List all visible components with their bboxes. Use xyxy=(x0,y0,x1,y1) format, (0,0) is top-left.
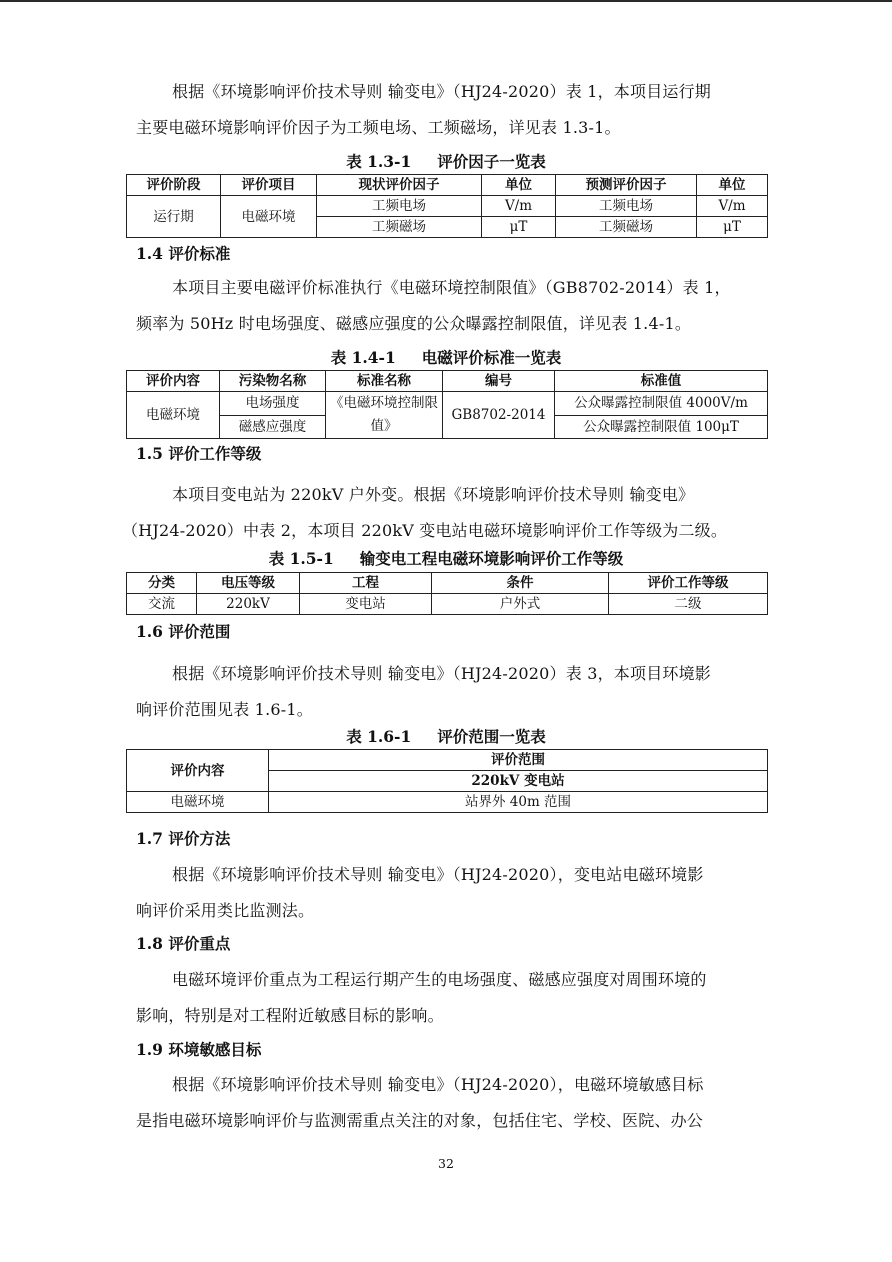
paragraph-evaluation-standard xyxy=(136,270,758,342)
table-number: 表 1.4-1 xyxy=(330,348,396,367)
paragraph-line: 本项目主要电磁评价标准执行《电磁环境控制限值》（GB8702-2014）表 1， xyxy=(172,278,731,297)
table-cell: V/m xyxy=(697,196,768,217)
header-cell: 电压等级 xyxy=(197,573,300,594)
table-cell: 工频磁场 xyxy=(317,217,482,238)
paragraph-line: 频率为 50Hz 时电场强度、磁感应强度的公众曝露控制限值，详见表 1.4-1。 xyxy=(136,314,692,333)
paragraph-line: 根据《环境影响评价技术导则 输变电》（HJ24-2020）表 1，本项目运行期 xyxy=(172,82,712,101)
paragraph-evaluation-factors xyxy=(136,74,758,146)
table-cell: 交流 xyxy=(127,594,197,615)
header-cell: 评价工作等级 xyxy=(609,573,768,594)
paragraph-line: （HJ24-2020）中表 2，本项目 220kV 变电站电磁环境影响评价工作等级为二级。 xyxy=(122,521,728,540)
paragraph-line: 电磁环境评价重点为工程运行期产生的电场强度、磁感应强度对周围环境的 xyxy=(172,970,707,989)
table-header-row xyxy=(127,750,768,771)
header-cell: 评价内容 xyxy=(127,750,269,792)
header-cell: 评价内容 xyxy=(127,371,220,392)
header-cell: 预测评价因子 xyxy=(556,175,697,196)
header-cell: 分类 xyxy=(127,573,197,594)
table-cell: V/m xyxy=(482,196,556,217)
table-caption-1-4-1 xyxy=(0,348,892,368)
table-cell: μT xyxy=(482,217,556,238)
page-top-border xyxy=(0,0,892,2)
header-cell: 条件 xyxy=(432,573,609,594)
paragraph-line: 根据《环境影响评价技术导则 输变电》（HJ24-2020）表 3，本项目环境影 xyxy=(172,664,712,683)
table-cell: 工频电场 xyxy=(556,196,697,217)
paragraph-focus xyxy=(136,962,758,1034)
table-cell: 220kV xyxy=(197,594,300,615)
paragraph-line: 响评价采用类比监测法。 xyxy=(136,901,315,920)
paragraph-line: 是指电磁环境影响评价与监测需重点关注的对象，包括住宅、学校、医院、办公 xyxy=(136,1111,704,1130)
page-number: 32 xyxy=(438,1156,454,1171)
table-title: 评价因子一览表 xyxy=(437,152,546,171)
table-header-row xyxy=(127,371,768,392)
header-cell: 编号 xyxy=(443,371,555,392)
table-number: 表 1.3-1 xyxy=(346,152,412,171)
paragraph-line: 主要电磁环境影响评价因子为工频电场、工频磁场，详见表 1.3-1。 xyxy=(136,118,621,137)
table-caption-1-5-1 xyxy=(0,549,892,569)
table-title: 电磁评价标准一览表 xyxy=(421,348,562,367)
header-cell: 评价阶段 xyxy=(127,175,221,196)
paragraph-line: 根据《环境影响评价技术导则 输变电》（HJ24-2020），电磁环境敏感目标 xyxy=(172,1075,704,1094)
paragraph-line: 根据《环境影响评价技术导则 输变电》（HJ24-2020），变电站电磁环境影 xyxy=(172,865,704,884)
table-header-row xyxy=(127,573,768,594)
section-heading-1-4: 1.4 评价标准 xyxy=(136,244,231,263)
header-cell: 单位 xyxy=(482,175,556,196)
table-cell: μT xyxy=(697,217,768,238)
header-cell: 单位 xyxy=(697,175,768,196)
standard-name-cell: 《电磁环境控制限值》 xyxy=(326,392,443,439)
table-title: 输变电工程电磁环境影响评价工作等级 xyxy=(359,549,624,568)
table-cell: 公众曝露控制限值 4000V/m xyxy=(555,392,768,416)
section-heading-1-8: 1.8 评价重点 xyxy=(136,934,231,953)
table-evaluation-factors xyxy=(126,174,768,238)
paragraph-method xyxy=(136,857,758,929)
table-cell: 二级 xyxy=(609,594,768,615)
table-row xyxy=(127,792,768,813)
table-cell: 公众曝露控制限值 100μT xyxy=(555,415,768,439)
table-number: 表 1.5-1 xyxy=(268,549,334,568)
stage-cell: 运行期 xyxy=(127,196,221,238)
item-cell: 电磁环境 xyxy=(221,196,317,238)
table-caption-1-6-1 xyxy=(0,727,892,747)
header-cell: 标准名称 xyxy=(326,371,443,392)
header-cell: 现状评价因子 xyxy=(317,175,482,196)
table-cell: 站界外 40m 范围 xyxy=(269,792,768,813)
paragraph-line: 响评价范围见表 1.6-1。 xyxy=(136,700,313,719)
paragraph-work-level xyxy=(122,477,758,549)
table-scope xyxy=(126,749,768,813)
table-cell: 磁感应强度 xyxy=(220,415,326,439)
paragraph-scope xyxy=(136,656,758,728)
paragraph-line: 本项目变电站为 220kV 户外变。根据《环境影响评价技术导则 输变电》 xyxy=(172,485,695,504)
table-caption-1-3-1 xyxy=(0,152,892,172)
table-row xyxy=(127,196,768,217)
table-cell: 电磁环境 xyxy=(127,792,269,813)
header-cell: 标准值 xyxy=(555,371,768,392)
header-cell: 污染物名称 xyxy=(220,371,326,392)
section-heading-1-7: 1.7 评价方法 xyxy=(136,829,231,848)
table-number: 表 1.6-1 xyxy=(346,727,412,746)
table-cell: 电场强度 xyxy=(220,392,326,416)
header-cell: 工程 xyxy=(300,573,432,594)
table-work-level xyxy=(126,572,768,615)
table-row xyxy=(127,594,768,615)
table-evaluation-standard xyxy=(126,370,768,439)
header-cell: 评价范围 xyxy=(269,750,768,771)
table-title: 评价范围一览表 xyxy=(437,727,546,746)
table-cell: 户外式 xyxy=(432,594,609,615)
paragraph-sensitive-targets xyxy=(136,1067,758,1139)
content-cell: 电磁环境 xyxy=(127,392,220,439)
table-cell: 变电站 xyxy=(300,594,432,615)
header-cell: 220kV 变电站 xyxy=(269,771,768,792)
section-heading-1-9: 1.9 环境敏感目标 xyxy=(136,1040,262,1059)
code-cell: GB8702-2014 xyxy=(443,392,555,439)
table-row xyxy=(127,392,768,416)
table-header-row xyxy=(127,175,768,196)
paragraph-line: 影响，特别是对工程附近敏感目标的影响。 xyxy=(136,1006,444,1025)
table-cell: 工频磁场 xyxy=(556,217,697,238)
table-cell: 工频电场 xyxy=(317,196,482,217)
header-cell: 评价项目 xyxy=(221,175,317,196)
section-heading-1-5: 1.5 评价工作等级 xyxy=(136,444,262,463)
section-heading-1-6: 1.6 评价范围 xyxy=(136,622,231,641)
